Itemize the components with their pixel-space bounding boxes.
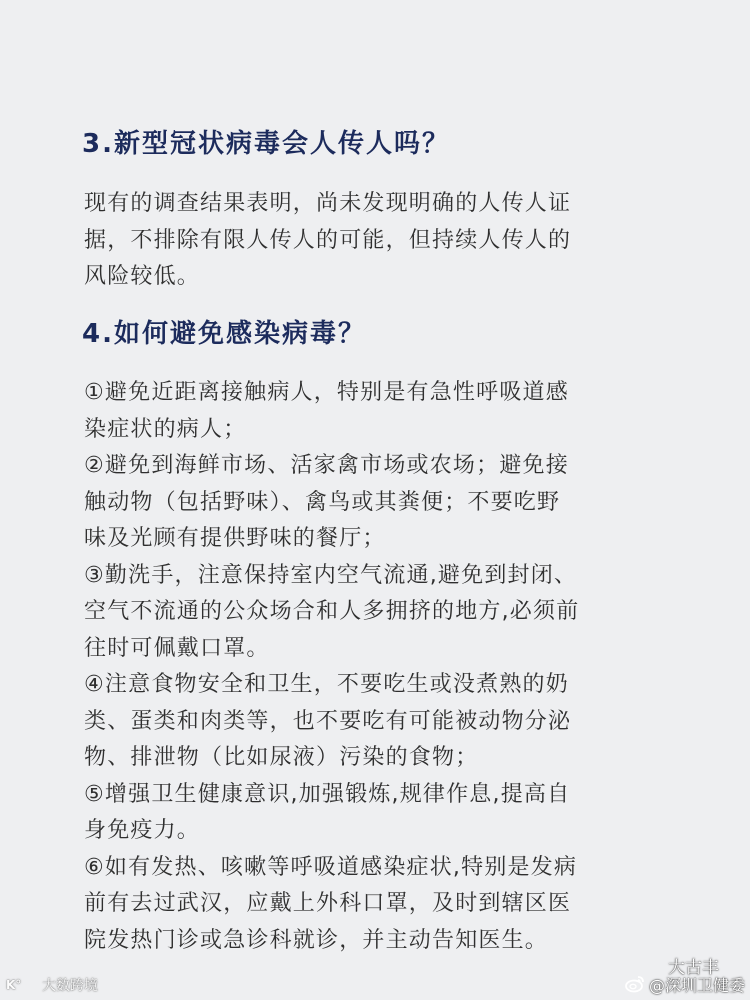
section-4-answer xyxy=(84,375,674,959)
section-3-heading: 3.新型冠状病毒会人传人吗？ xyxy=(82,129,450,159)
paragraph-line: 前有去过武汉，应戴上外科口罩，及时到辖区医 xyxy=(84,891,572,916)
paragraph-line: 触动物（包括野味）、禽鸟或其粪便；不要吃野 xyxy=(84,489,561,515)
watermark-left-text: 大数跨境 xyxy=(42,978,98,994)
paragraph-line: 空气不流通的公众场合和人多拥挤的地方,必须前 xyxy=(84,599,580,624)
section-4-heading: 4.如何避免感染病毒？ xyxy=(82,319,366,349)
paragraph-line: ④注意食物安全和卫生，不要吃生或没煮熟的奶 xyxy=(84,672,569,697)
paragraph-line: 味及光顾有提供野味的餐厅； xyxy=(84,526,386,551)
watermark-right xyxy=(625,972,745,996)
paragraph-line: ①避免近距离接触病人，特别是有急性呼吸道感 xyxy=(84,380,569,405)
paragraph-line: ⑥如有发热、咳嗽等呼吸道感染症状,特别是发病 xyxy=(84,854,578,880)
paragraph-line: 物、排泄物（比如尿液）污染的食物； xyxy=(84,745,479,770)
paragraph-line: 类、蛋类和肉类等，也不要吃有可能被动物分泌 xyxy=(84,708,572,734)
paragraph-line: 现有的调查结果表明，尚未发现明确的人传人证 xyxy=(84,191,572,216)
watermark-left xyxy=(6,974,98,996)
source-logo-icon: K° xyxy=(6,978,22,992)
paragraph-line: 据，不排除有限人传人的可能，但持续人传人的 xyxy=(84,227,572,253)
paragraph-line: ③勤洗手，注意保持室内空气流通,避免到封闭、 xyxy=(84,562,578,588)
paragraph-line: 身免疫力。 xyxy=(84,818,201,843)
paragraph-line: 风险较低。 xyxy=(84,264,201,289)
paragraph-line: 染症状的病人； xyxy=(84,416,247,442)
paragraph-line: 往时可佩戴口罩。 xyxy=(84,635,270,661)
paragraph-line: ⑤增强卫生健康意识,加强锻炼,规律作息,提高自 xyxy=(84,781,571,807)
paragraph-line: ②避免到海鲜市场、活家禽市场或农场；避免接 xyxy=(84,453,569,478)
paragraph-line: 院发热门诊或急诊科就诊，并主动告知医生。 xyxy=(84,927,549,953)
weibo-icon xyxy=(625,974,645,994)
section-3-answer xyxy=(84,186,674,296)
watermark-right-top-text: 大古丰 xyxy=(668,958,719,978)
watermark-right-text: @深圳卫健委 xyxy=(649,975,746,995)
